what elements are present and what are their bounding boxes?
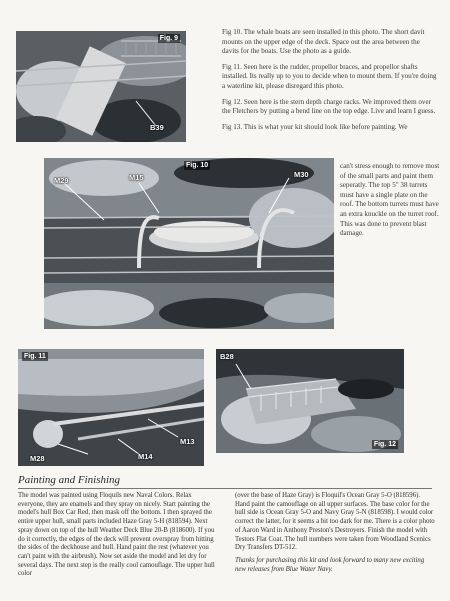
section-title: Painting and Finishing [18,474,121,486]
caption-fig13-intro: Fig 13. This is what your kit should look like before painting. We [222,122,408,131]
part-label-m30: M30 [294,170,309,179]
body-right-text: (over the base of Haze Gray) is Floquil's Ocean Gray 5-O (818596). Hand paint the camouflage on all upper surfaces. The base color for the hull side is Ocean Gray 5-O and Navy Gray 5-N (818598). I would color correct the latter, for it seems a bit too dark for me. There is a color photo of Aaron Ward in Anthony Preston's Destroyers. Finish the model with Testors Flat Coat. The hull numbers were taken from Woodland Scenics Dry Transfers DT-512. [235,492,435,552]
section-divider [18,488,432,489]
figure-12-photo [216,349,404,453]
caption-fig12: Fig 12. Seen here is the stern depth charge racks. We improved them over the Fletchers by putting a bend line on the top edge. Live and learn I guess. [222,97,436,116]
figure-10-photo [44,158,334,329]
part-label-m28: M28 [30,454,45,463]
figure-11-photo [18,349,204,466]
part-label-m15: M15 [129,173,144,182]
figure-12-label: Fig. 12 [373,441,396,448]
body-right-column [235,492,435,578]
figure-9-label: Fig. 9 [159,35,178,42]
part-label-m14: M14 [138,452,153,461]
part-label-m29: M29 [54,176,69,185]
caption-fig11: Fig 11. Seen here is the rudder, propellor braces, and propellor shafts installed. Its really up to you to decide when to mount them. If you're doing a waterline kit, please disregard this photo. [222,62,437,90]
caption-column [222,28,438,132]
figure-11-label: Fig. 11 [24,353,46,360]
body-left-column [18,492,218,583]
figure-9-photo [16,31,186,142]
caption-fig10: Fig 10. The whale boats are seen installed in this photo. The short davit mounts on the upper edge of the deck. Space out the area between the davits for the boats. Use the photo as a guide. [222,28,425,56]
body-left-text: The model was painted using Floquils new Naval Colors. Relax everyone, they are enamels and they spray on nicely. Start painting the model's hull Box Car Red, then mask off the bottom. I then sprayed the entire upper hull, small parts included Haze Gray 5-H (818594). Next spray down on top of the hull Weather Deck Blue 20-B (818600). If you do it correctly, the edges of the deck will prevent overspray from hitting the sides of the deckhouse and hull. Hand paint the rest (whatever you can't paint with the airbrush). Now set aside the model and let dry for several days. The next step is the really cool camouflage. The upper hull color [18,492,215,578]
figure-10-label: Fig. 10 [186,162,209,169]
part-label-b28: B28 [220,352,234,361]
caption-fig13-continued: can't stress enough to remove most of the small parts and paint them seperatly. The top 5" 38 turrets must have a single plate on the roof. The bottom turrets must have an extra knuckle on the turret roof. This was done to prevent blast damage. [340,162,440,238]
part-label-b39: B39 [150,123,164,132]
thanks-note: Thanks for purchasing this kit and look forward to many new exciting new releases from Blue Water Navy. [235,556,425,573]
part-label-m13: M13 [180,437,195,446]
